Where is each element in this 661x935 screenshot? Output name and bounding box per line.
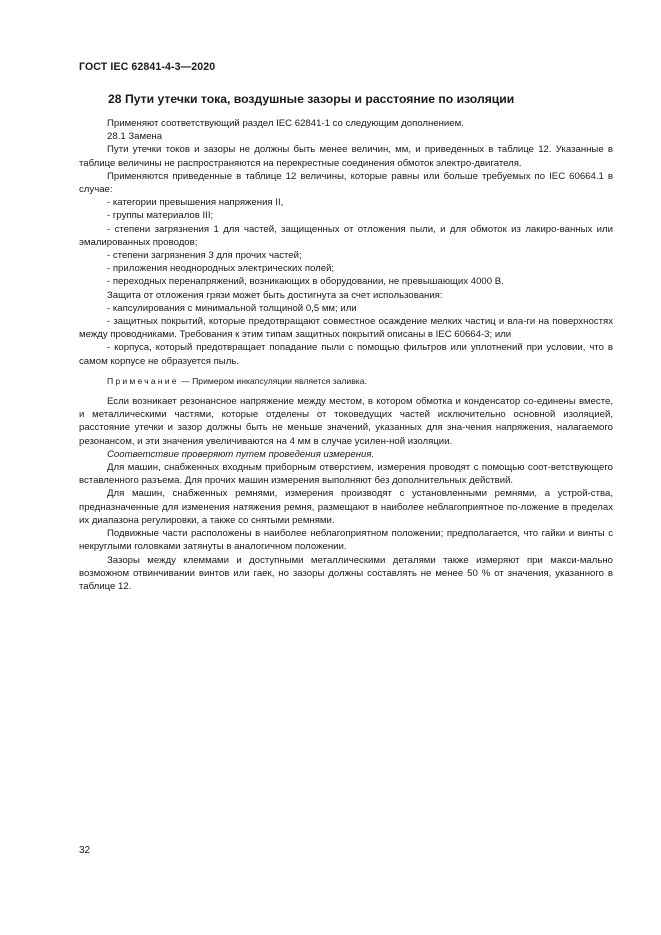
list-item: - защитных покрытий, которые предотвращают совместное осаждение мелких частиц и вла-ги на поверхностях между проводниками. Требования к этим типам защитных покрытий описаны в IEC 60664-3; или — [79, 316, 613, 341]
section-title: 28 Пути утечки тока, воздушные зазоры и расстояние по изоляции — [108, 92, 515, 106]
section-body — [79, 117, 613, 593]
page-number: 32 — [79, 845, 91, 856]
note-label: Примечание — [107, 375, 179, 386]
list-item: - категории превышения напряжения II, — [107, 197, 284, 209]
paragraph: Для машин, снабженных входным приборным отверстием, измерения проводят с помощью соот-ветствующего вставленного разъема. Для прочих машин измерения выполняют без дополнительных действий. — [79, 462, 613, 487]
paragraph: Если возникает резонансное напряжение между местом, в котором обмотка и конденсатор со-единены вместе, и металлическими частями, которые отделены от токоведущих частей исключительно основной изоляцией, расстояние утечки и зазор должны быть не меньше значений, указанных для зна-чения напряжения, налагаемого резонансом, и эти значения увеличиваются на 4 мм в случае усилен-ной изоляции. — [79, 396, 613, 447]
list-item: - группы материалов III; — [107, 210, 214, 222]
subsection-heading: 28.1 Замена — [107, 131, 163, 143]
note-text: — Примером инкапсуляции является заливка. — [178, 375, 367, 386]
document-code-header: ГОСТ IEC 62841-4-3—2020 — [79, 61, 216, 73]
list-item: - корпуса, который предотвращает попадание пыли с помощью фильтров или уплотнений при условии, что в самом корпусе не образуется пыль. — [79, 342, 613, 367]
paragraph: Зазоры между клеммами и доступными металлическими деталями также измеряют при макси-мально возможном отвинчивании винтов или гаек, но зазоры должны составлять не менее 50 % от значения, указанного в таблице 12. — [79, 554, 613, 592]
list-item: - переходных перенапряжений, возникающих в оборудовании, не превышающих 4000 В. — [107, 276, 504, 288]
list-item: - капсулирования с минимальной толщиной 0,5 мм; или — [107, 302, 357, 314]
paragraph: Пути утечки токов и зазоры не должны быть менее величин, мм, и приведенных в таблице 12. Указанные в таблице величины не распространяются на перекрестные соединения обмоток электро-двигателя. — [79, 144, 613, 169]
paragraph: Подвижные части расположены в наиболее неблагоприятном положении; предполагается, что гайки и винты с некруглыми головками затянуты в аналогичном положении. — [79, 528, 613, 553]
paragraph: Применяются приведенные в таблице 12 величины, которые равны или больше требуемых по IEC 60664.1 в случае: — [79, 170, 613, 196]
list-item: - степени загрязнения 3 для прочих частей; — [107, 250, 302, 262]
paragraph: Для машин, снабженных ремнями, измерения производят с установленными ремнями, а устрой-ства, предназначенные для изменения натяжения ремня, размещают в наиболее неблагоприятное по-ложение в пределах их диапазона регулировки, а также со снятыми ремнями. — [79, 488, 613, 526]
note — [79, 375, 613, 388]
list-item: - приложения неоднородных электрических полей; — [107, 263, 335, 275]
document-page — [79, 0, 613, 935]
compliance-statement: Соответствие проверяют путем проведения измерения. — [107, 448, 375, 460]
list-item: - степени загрязнения 1 для частей, защищенных от отложения пыли, и для обмоток из лакиро-ванных или эмалированных проводов; — [79, 223, 613, 248]
paragraph: Защита от отложения грязи может быть достигнута за счет использования: — [107, 289, 443, 301]
paragraph: Применяют соответствующий раздел IEC 62841-1 со следующим дополнением. — [107, 118, 464, 129]
